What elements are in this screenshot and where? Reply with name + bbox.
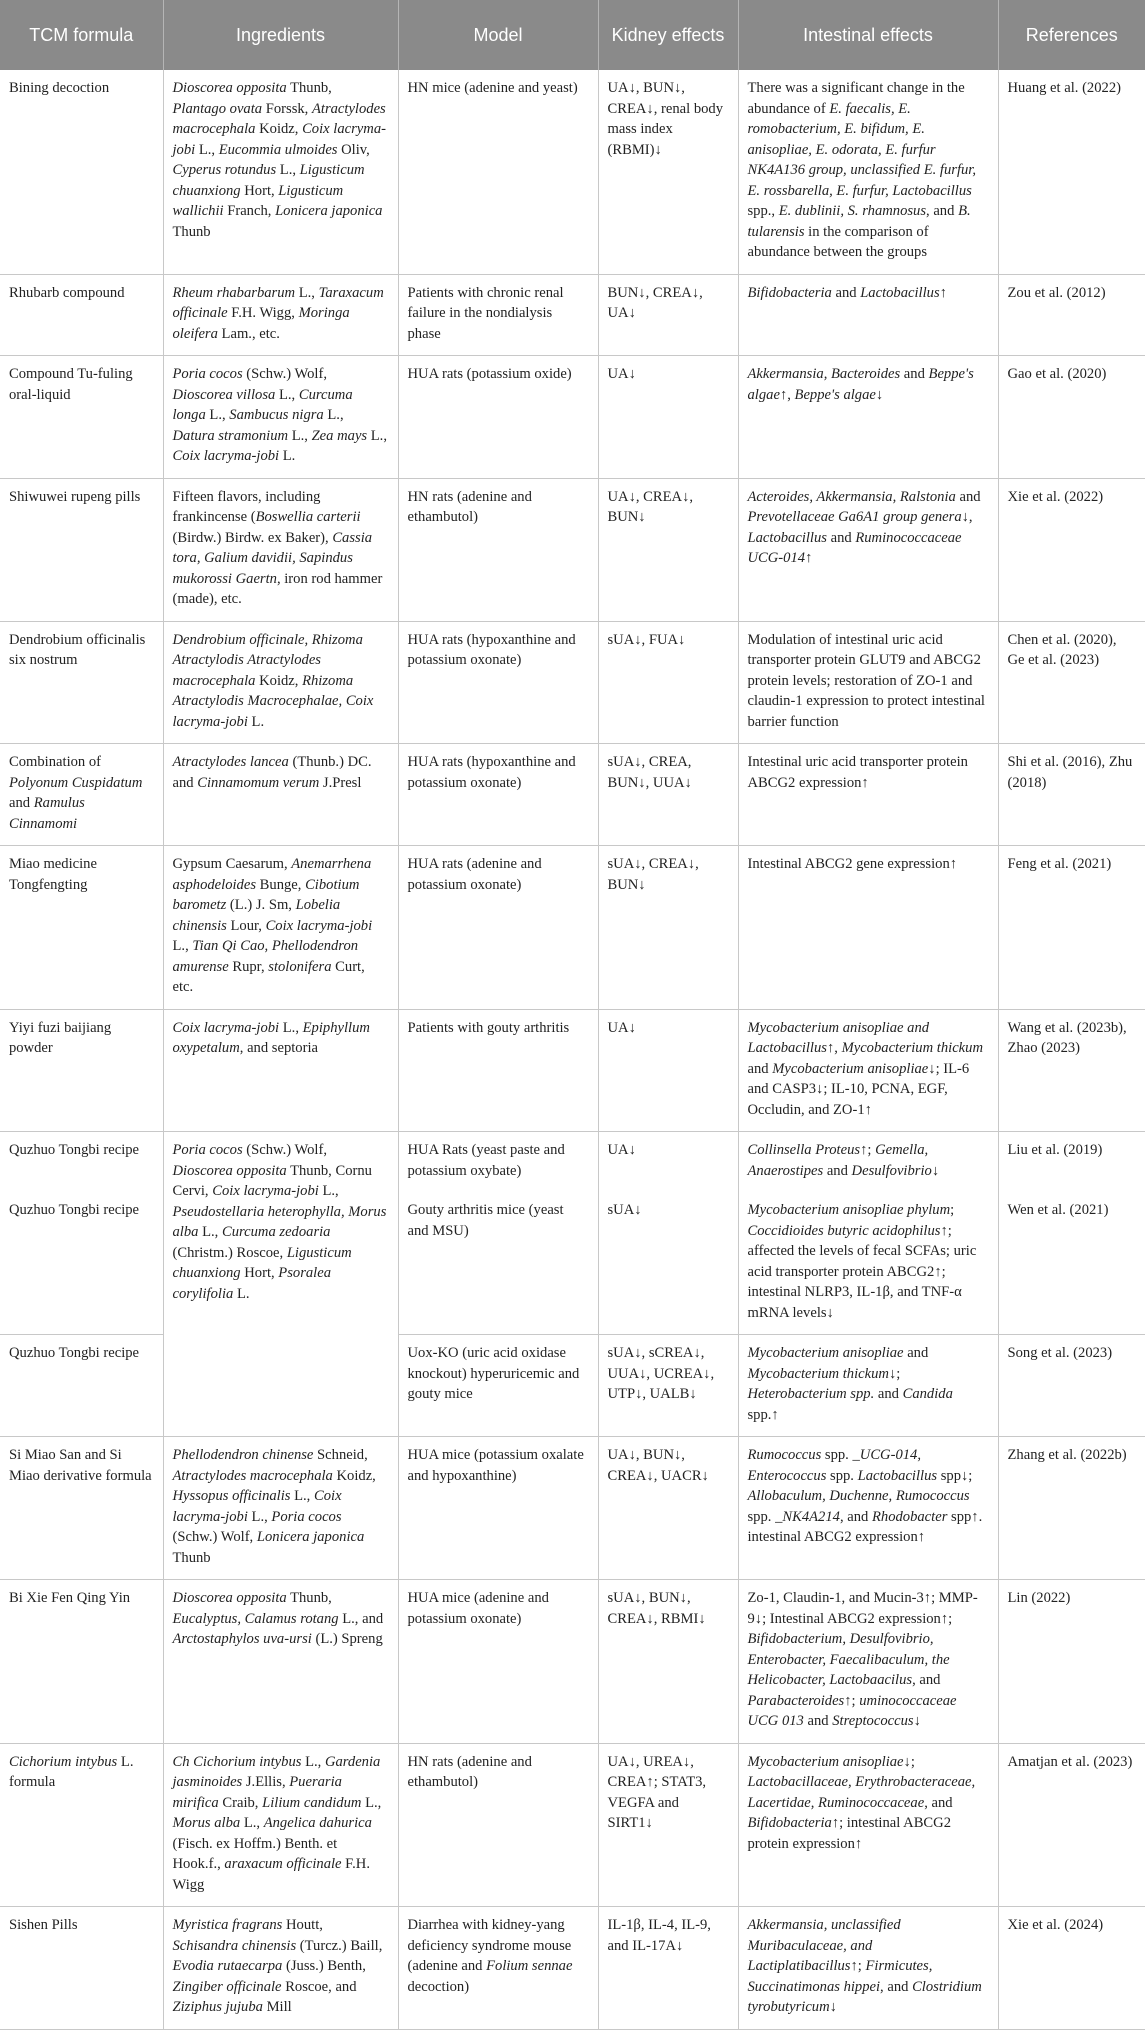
model-cell: Diarrhea with kidney-yang deficiency syndrome mouse (adenine and Folium sennae decoction) — [398, 1907, 598, 2030]
reference-cell: Song et al. (2023) — [998, 1335, 1145, 1437]
intestinal-cell: Mycobacterium anisopliae and Mycobacterium thickum↓; Heterobacterium spp. and Candida spp.↑ — [738, 1335, 998, 1437]
intestinal-cell: Modulation of intestinal uric acid transporter protein GLUT9 and ABCG2 protein levels; restoration of ZO-1 and claudin-1 expression to protect intestinal barrier function — [738, 621, 998, 744]
table-row — [0, 478, 1145, 621]
table-row — [0, 1009, 1145, 1132]
reference-cell: Zhang et al. (2022b) — [998, 1437, 1145, 1580]
intestinal-cell: Rumococcus spp. _UCG-014, Enterococcus spp. Lactobacillus spp↓; Allobaculum, Duchenne, Rumococcus spp. _NK4A214, and Rhodobacter spp↑. intestinal ABCG2 expression↑ — [738, 1437, 998, 1580]
kidney-cell: sUA↓ — [598, 1192, 738, 1335]
formula-cell: Combination of Polyonum Cuspidatum and Ramulus Cinnamomi — [0, 744, 163, 846]
table-row — [0, 1132, 1145, 1193]
ingredients-cell: Gypsum Caesarum, Anemarrhena asphodeloides Bunge, Cibotium barometz (L.) J. Sm, Lobelia chinensis Lour, Coix lacryma-jobi L., Tian Qi Cao, Phellodendron amurense Rupr, stolonifera Curt, etc. — [163, 846, 398, 1010]
kidney-cell: UA↓ — [598, 356, 738, 479]
model-cell: Gouty arthritis mice (yeast and MSU) — [398, 1192, 598, 1335]
model-cell: Uox-KO (uric acid oxidase knockout) hyperuricemic and gouty mice — [398, 1335, 598, 1437]
formula-cell: Si Miao San and Si Miao derivative formula — [0, 1437, 163, 1580]
header-formula: TCM formula — [0, 0, 163, 70]
formula-cell: Quzhuo Tongbi recipe — [0, 1192, 163, 1335]
model-cell: HUA mice (adenine and potassium oxonate) — [398, 1580, 598, 1744]
table-row — [0, 744, 1145, 846]
reference-cell: Shi et al. (2016), Zhu (2018) — [998, 744, 1145, 846]
table-row — [0, 1907, 1145, 2030]
formula-cell: Sishen Pills — [0, 1907, 163, 2030]
formula-cell: Shiwuwei rupeng pills — [0, 478, 163, 621]
model-cell: HUA rats (hypoxanthine and potassium oxonate) — [398, 621, 598, 744]
kidney-cell: sUA↓, sCREA↓, UUA↓, UCREA↓, UTP↓, UALB↓ — [598, 1335, 738, 1437]
intestinal-cell: Akkermansia, Bacteroides and Beppe's algae↑, Beppe's algae↓ — [738, 356, 998, 479]
reference-cell: Huang et al. (2022) — [998, 70, 1145, 274]
formula-cell: Cichorium intybus L. formula — [0, 1743, 163, 1907]
kidney-cell: UA↓, CREA↓, BUN↓ — [598, 478, 738, 621]
kidney-cell: sUA↓, FUA↓ — [598, 621, 738, 744]
reference-cell: Zou et al. (2012) — [998, 274, 1145, 356]
formula-cell: Quzhuo Tongbi recipe — [0, 1132, 163, 1193]
header-references: References — [998, 0, 1145, 70]
ingredients-cell: Atractylodes lancea (Thunb.) DC. and Cinnamomum verum J.Presl — [163, 744, 398, 846]
intestinal-cell: Acteroides, Akkermansia, Ralstonia and Prevotellaceae Ga6A1 group genera↓, Lactobacillus and Ruminococcaceae UCG-014↑ — [738, 478, 998, 621]
formula-cell: Miao medicine Tongfengting — [0, 846, 163, 1010]
formula-cell: Bi Xie Fen Qing Yin — [0, 1580, 163, 1744]
kidney-cell: sUA↓, CREA, BUN↓, UUA↓ — [598, 744, 738, 846]
kidney-cell: UA↓ — [598, 1009, 738, 1132]
header-row — [0, 0, 1145, 70]
intestinal-cell: Intestinal uric acid transporter protein ABCG2 expression↑ — [738, 744, 998, 846]
intestinal-cell: Mycobacterium anisopliae phylum; Coccidioides butyric acidophilus↑; affected the levels of fecal SCFAs; uric acid transporter protein ABCG2↑; intestinal NLRP3, IL-1β, and TNF-α mRNA levels↓ — [738, 1192, 998, 1335]
ingredients-cell: Poria cocos (Schw.) Wolf, Dioscorea villosa L., Curcuma longa L., Sambucus nigra L., Datura stramonium L., Zea mays L., Coix lacryma-jobi L. — [163, 356, 398, 479]
model-cell: HUA rats (hypoxanthine and potassium oxonate) — [398, 744, 598, 846]
model-cell: Patients with chronic renal failure in the nondialysis phase — [398, 274, 598, 356]
intestinal-cell: Bifidobacteria and Lactobacillus↑ — [738, 274, 998, 356]
table-row — [0, 356, 1145, 479]
header-ingredients: Ingredients — [163, 0, 398, 70]
reference-cell: Wen et al. (2021) — [998, 1192, 1145, 1335]
formula-cell: Dendrobium officinalis six nostrum — [0, 621, 163, 744]
ingredients-cell: Rheum rhabarbarum L., Taraxacum officinale F.H. Wigg, Moringa oleifera Lam., etc. — [163, 274, 398, 356]
kidney-cell: UA↓ — [598, 1132, 738, 1193]
kidney-cell: UA↓, BUN↓, CREA↓, renal body mass index (RBMI)↓ — [598, 70, 738, 274]
table-row — [0, 70, 1145, 274]
model-cell: HUA Rats (yeast paste and potassium oxybate) — [398, 1132, 598, 1193]
ingredients-cell: Phellodendron chinense Schneid, Atractylodes macrocephala Koidz, Hyssopus officinalis L., Coix lacryma-jobi L., Poria cocos (Schw.) Wolf, Lonicera japonica Thunb — [163, 1437, 398, 1580]
intestinal-cell: Mycobacterium anisopliae and Lactobacillus↑, Mycobacterium thickum and Mycobacterium anisopliae↓; IL-6 and CASP3↓; IL-10, PCNA, EGF, Occludin, and ZO-1↑ — [738, 1009, 998, 1132]
reference-cell: Liu et al. (2019) — [1007, 1142, 1103, 1158]
table-row — [0, 1437, 1145, 1580]
kidney-cell: sUA↓, CREA↓, BUN↓ — [598, 846, 738, 1010]
reference-cell: Gao et al. (2020) — [998, 356, 1145, 479]
table-row — [0, 846, 1145, 1010]
reference-cell: Feng et al. (2021) — [998, 846, 1145, 1010]
model-cell: HUA mice (potassium oxalate and hypoxanthine) — [398, 1437, 598, 1580]
ingredients-cell: Dioscorea opposita Thunb, Eucalyptus, Calamus rotang L., and Arctostaphylos uva-ursi (L.) Spreng — [163, 1580, 398, 1744]
ingredients-cell: Ch Cichorium intybus L., Gardenia jasminoides J.Ellis, Pueraria mirifica Craib, Lilium candidum L., Morus alba L., Angelica dahurica (Fisch. ex Hoffm.) Benth. et Hook.f., araxacum officinale F.H. Wigg — [163, 1743, 398, 1907]
intestinal-cell: There was a significant change in the abundance of E. faecalis, E. romobacterium, E. bifidum, E. anisopliae, E. odorata, E. furfur NK4A136 group, unclassified E. furfur, E. rossbarella, E. furfur, Lactobacillus spp., E. dublinii, S. rhamnosus, and B. tularensis in the comparison of abundance between the groups — [738, 70, 998, 274]
kidney-cell: UA↓, BUN↓, CREA↓, UACR↓ — [598, 1437, 738, 1580]
formula-cell: Bining decoction — [0, 70, 163, 274]
ingredients-cell: Dioscorea opposita Thunb, Plantago ovata Forssk, Atractylodes macrocephala Koidz, Coix lacryma-jobi L., Eucommia ulmoides Oliv, Cyperus rotundus L., Ligusticum chuanxiong Hort, Ligusticum wallichii Franch, Lonicera japonica Thunb — [163, 70, 398, 274]
reference-cell: Chen et al. (2020), Ge et al. (2023) — [998, 621, 1145, 744]
model-cell: HUA rats (adenine and potassium oxonate) — [398, 846, 598, 1010]
ingredients-cell: Poria cocos (Schw.) Wolf, Dioscorea opposita Thunb, Cornu Cervi, Coix lacryma-jobi L., Pseudostellaria heterophylla, Morus alba L., Curcuma zedoaria (Christm.) Roscoe, Ligusticum chuanxiong Hort, Psoralea corylifolia L. — [163, 1132, 398, 1437]
formula-cell: Compound Tu-fuling oral-liquid — [0, 356, 163, 479]
ingredients-cell: Coix lacryma-jobi L., Epiphyllum oxypetalum, and septoria — [163, 1009, 398, 1132]
kidney-cell: IL-1β, IL-4, IL-9, and IL-17A↓ — [598, 1907, 738, 2030]
intestinal-cell: Intestinal ABCG2 gene expression↑ — [738, 846, 998, 1010]
intestinal-cell: Collinsella Proteus↑; Gemella, Anaerostipes and Desulfovibrio↓ — [738, 1132, 998, 1193]
model-cell: Patients with gouty arthritis — [398, 1009, 598, 1132]
kidney-cell: BUN↓, CREA↓, UA↓ — [598, 274, 738, 356]
reference-cell: Xie et al. (2022) — [998, 478, 1145, 621]
table-row — [0, 621, 1145, 744]
table-row — [0, 274, 1145, 356]
ingredients-cell: Myristica fragrans Houtt, Schisandra chinensis (Turcz.) Baill, Evodia rutaecarpa (Juss.) Benth, Zingiber officinale Roscoe, and Ziziphus jujuba Mill — [163, 1907, 398, 2030]
reference-cell: Wang et al. (2023b), Zhao (2023) — [998, 1009, 1145, 1132]
kidney-cell: sUA↓, BUN↓, CREA↓, RBMI↓ — [598, 1580, 738, 1744]
reference-cell: Lin (2022) — [998, 1580, 1145, 1744]
reference-cell: Amatjan et al. (2023) — [998, 1743, 1145, 1907]
formula-cell: Rhubarb compound — [0, 274, 163, 356]
header-model: Model — [398, 0, 598, 70]
ingredients-cell: Fifteen flavors, including frankincense (Boswellia carterii (Birdw.) Birdw. ex Baker), Cassia tora, Galium davidii, Sapindus mukorossi Gaertn, iron rod hammer (made), etc. — [163, 478, 398, 621]
model-cell: HN mice (adenine and yeast) — [398, 70, 598, 274]
intestinal-cell: Akkermansia, unclassified Muribaculaceae, and Lactiplatibacillus↑; Firmicutes, Succinatimonas hippei, and Clostridium tyrobutyricum↓ — [738, 1907, 998, 2030]
intestinal-cell: Mycobacterium anisopliae↓; Lactobacillaceae, Erythrobacteraceae, Lacertidae, Ruminococcaceae, and Bifidobacteria↑; intestinal ABCG2 protein expression↑ — [738, 1743, 998, 1907]
reference-cell: Xie et al. (2024) — [998, 1907, 1145, 2030]
model-cell: HN rats (adenine and ethambutol) — [398, 478, 598, 621]
header-intestinal-effects: Intestinal effects — [738, 0, 998, 70]
table-row — [0, 1743, 1145, 1907]
formula-cell: Yiyi fuzi baijiang powder — [0, 1009, 163, 1132]
intestinal-cell: Zo-1, Claudin-1, and Mucin-3↑; MMP-9↓; Intestinal ABCG2 expression↑; Bifidobacterium, Desulfovibrio, Enterobacter, Faecalibaculum, the Helicobacter, Lactobaacilus, and Parabacteroides↑; uminococcaceae UCG 013 and Streptococcus↓ — [738, 1580, 998, 1744]
formula-cell: Quzhuo Tongbi recipe — [0, 1335, 163, 1437]
ingredients-cell: Dendrobium officinale, Rhizoma Atractylodis Atractylodes macrocephala Koidz, Rhizoma Atractylodis Macrocephalae, Coix lacryma-jobi L. — [163, 621, 398, 744]
model-cell: HN rats (adenine and ethambutol) — [398, 1743, 598, 1907]
kidney-cell: UA↓, UREA↓, CREA↑; STAT3, VEGFA and SIRT1↓ — [598, 1743, 738, 1907]
table-row — [0, 1580, 1145, 1744]
header-kidney-effects: Kidney effects — [598, 0, 738, 70]
model-cell: HUA rats (potassium oxide) — [398, 356, 598, 479]
